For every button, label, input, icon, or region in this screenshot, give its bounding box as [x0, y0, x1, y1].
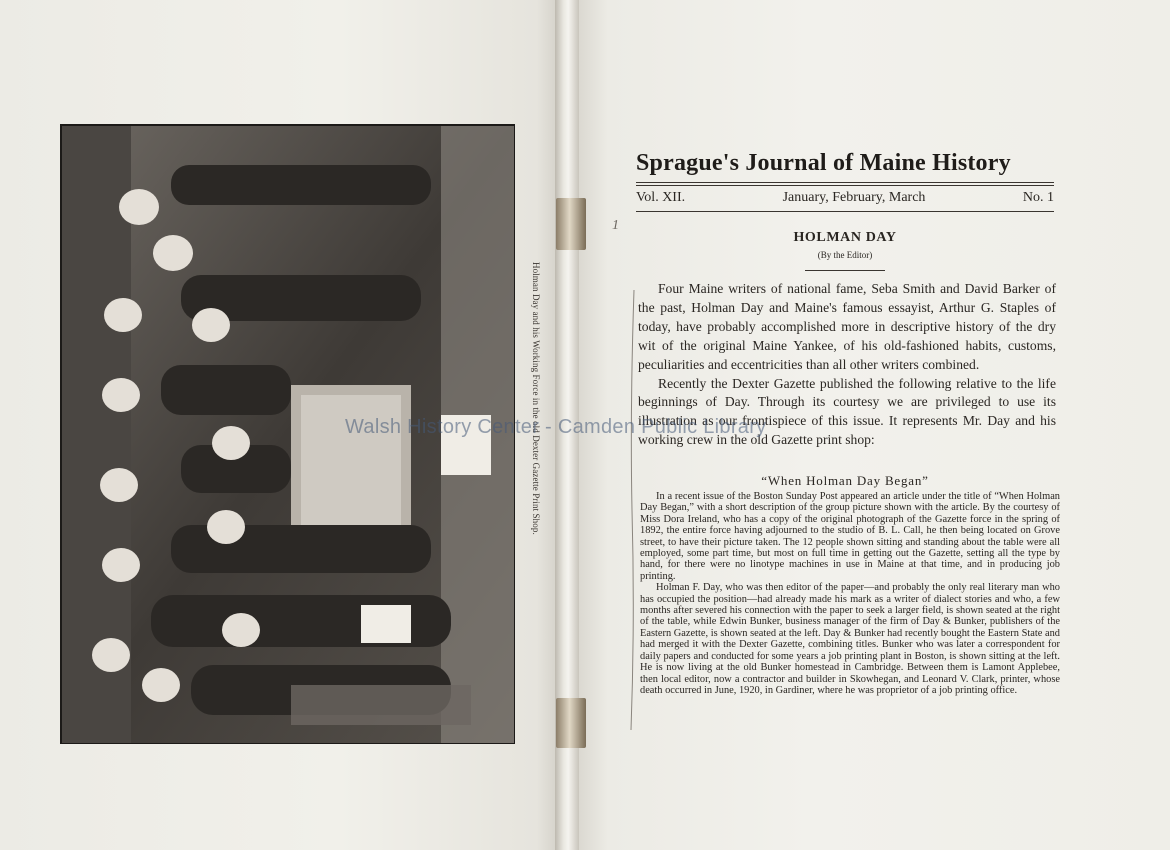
article-body — [640, 491, 1060, 696]
margin-pencil-line — [628, 290, 638, 730]
body-paragraph: In a recent issue of the Boston Sunday Post appeared an article under the title of “When Holman Day Began,” with a short description of the group picture shown with the article. By the courtesy of Miss Dora Ireland, who has a copy of the original photograph of the Gazette force in the spring of 1892, the entire force having adjourned to the studio of B. L. Call, he then being located on Grove street, to have their picture taken. The 12 people shown sitting and standing about the table were all employed, some part time, but most on full time in getting out the Gazette, setting all the type by hand, for there were no linotype machines in use in Maine at that time, and in producing job printing. — [640, 491, 1060, 582]
title-rule — [805, 270, 885, 271]
photo-caption: Holman Day and his Working Force in the old Dexter Gazette Print Shop. — [531, 262, 541, 535]
issue-line — [636, 190, 1054, 206]
issue-months: January, February, March — [782, 190, 926, 205]
staple-top — [556, 198, 586, 250]
masthead-rule-bottom — [636, 211, 1054, 212]
article-byline: (By the Editor) — [817, 250, 873, 260]
library-watermark: Walsh History Center - Camden Public Library — [345, 416, 767, 438]
staple-bottom — [556, 698, 586, 748]
intro-paragraph: Four Maine writers of national fame, Seba Smith and David Barker of the past, Holman Day and Maine's famous essayist, Arthur G. Staples of today, have probably accomplished more in descriptive history of the dry wit of the original Maine Yankee, of his old-fashioned habits, customs, peculiarities and eccentricities than all other writers combined. — [638, 281, 1056, 372]
intro-paragraph: Recently the Dexter Gazette published the following relative to the life beginnings of Day. Through its courtesy we are privileged to use its illustration as our frontispiece of this issue. It represents Mr. Day and his working crew in the old Gazette print shop: — [638, 375, 1056, 448]
issue-number: No. 1 — [1022, 190, 1054, 205]
body-paragraph: Holman F. Day, who was then editor of the paper—and probably the only real literary man who has occupied the position—had already made his mark as a writer of dialect stories and who, a few months after severed his connection with the paper to seek a larger field, is shown seated at the right of the table, while Edwin Bunker, business manager of the firm of Day & Bunker, publishers of the Eastern Gazette, is shown seated at the left. Day & Bunker had recently bought the Eastern State and had merged it with the Dexter Gazette, combining titles. Bunker who was later a correspondent for daily papers and conducted for some years a job printing plant in Boston, is shown sitting at the left. He is now living at the old Bunker homestead in Cambridge. Between them is Lamont Applebee, then local editor, now a contractor and builder in Skowhegan, and Leonard V. Clark, printer, whose death occurred in June, 1920, in Gardiner, where he was proprietor of a job printing office. — [640, 582, 1060, 696]
masthead-rule-top — [636, 182, 1054, 183]
pencil-mark-note: 1 — [612, 218, 619, 233]
article-title: HOLMAN DAY — [793, 230, 897, 245]
volume: Vol. XII. — [636, 190, 686, 205]
masthead-rule-top-double — [636, 185, 1054, 186]
journal-masthead: Sprague's Journal of Maine History — [636, 150, 1011, 176]
article-subhead: “When Holman Day Began” — [761, 473, 929, 488]
